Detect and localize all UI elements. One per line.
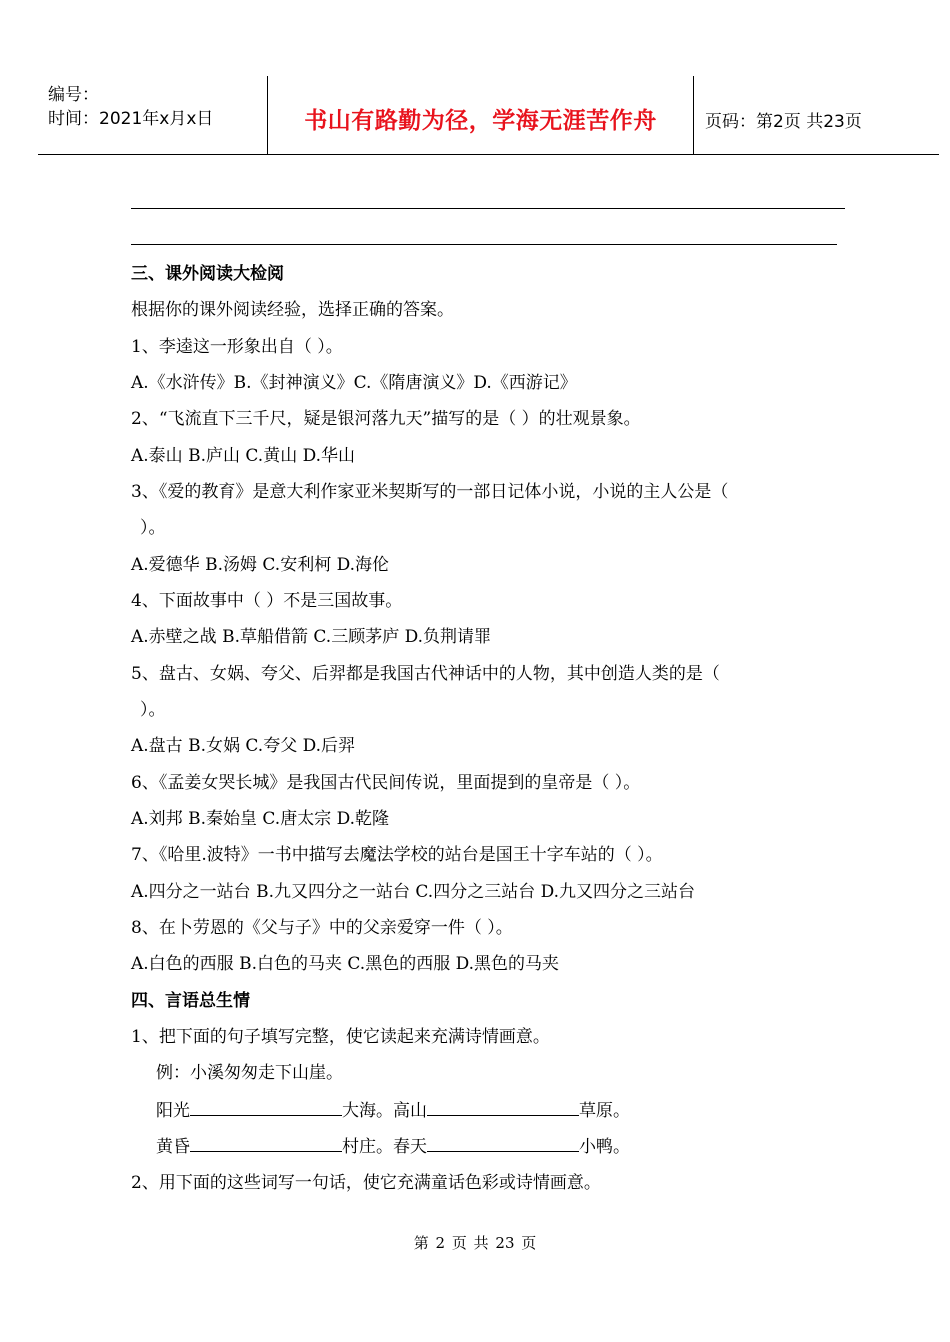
question-end: ）。 [140,518,166,538]
question: 2、用下面的这些词写一句话，使它充满童话色彩或诗情画意。 [131,1173,601,1193]
question: 6、《孟姜女哭长城》是我国古代民间传说，里面提到的皇帝是（ ）。 [131,773,641,793]
question: 7、《哈里.波特》一书中描写去魔法学校的站台是国王十字车站的（ ）。 [131,845,663,865]
fill-row [156,1099,630,1122]
options: A.刘邦 B.秦始皇 C.唐太宗 D.乾隆 [131,809,390,829]
footer-text: 共 [473,1234,489,1252]
footer-total-pages: 23 [495,1234,515,1252]
question: 8、在卜劳恩的《父与子》中的父亲爱穿一件（ ）。 [131,918,513,938]
fill-blank[interactable] [190,1135,342,1152]
question: 4、下面故事中（ ）不是三国故事。 [131,591,403,611]
header-page-info: 页码：第2页 共23页 [705,112,862,132]
options: A.白色的西服 B.白色的马夹 C.黑色的西服 D.黑色的马夹 [131,954,560,974]
page-footer [0,1232,950,1253]
footer-text: 第 [413,1234,429,1252]
question-end: ）。 [140,700,166,720]
options: A.爱德华 B.汤姆 C.安利柯 D.海伦 [131,555,390,575]
options: A.盘古 B.女娲 C.夸父 D.后羿 [131,736,356,756]
fill-blank[interactable] [190,1099,342,1116]
fill-blank[interactable] [427,1099,579,1116]
section-title: 四、言语总生情 [131,991,250,1011]
options: A.四分之一站台 B.九又四分之一站台 C.四分之三站台 D.九又四分之三站台 [131,882,696,902]
answer-line [131,208,845,209]
instruction: 根据你的课外阅读经验，选择正确的答案。 [131,300,454,320]
fill-text: 阳光 [156,1101,190,1121]
question: 1、李逵这一形象出自（ ）。 [131,337,343,357]
fill-row [156,1135,630,1158]
header-divider [693,76,694,154]
options: A.《水浒传》B.《封神演义》C.《隋唐演义》D.《西游记》 [131,373,577,393]
question: 2、“飞流直下三千尺，疑是银河落九天”描写的是（ ）的壮观景象。 [131,409,641,429]
section-title: 三、课外阅读大检阅 [131,264,284,284]
footer-text: 页 [521,1234,537,1252]
fill-text: 大海。高山 [342,1101,427,1121]
question: 1、把下面的句子填写完整，使它读起来充满诗情画意。 [131,1027,550,1047]
fill-text: 黄昏 [156,1137,190,1157]
time-label: 时间：2021年x月x日 [48,109,214,129]
example: 例：小溪匆匆走下山崖。 [156,1063,343,1083]
fill-text: 小鸭。 [579,1137,630,1157]
question: 3、《爱的教育》是意大利作家亚米契斯写的一部日记体小说，小说的主人公是（ [131,482,729,502]
question: 5、盘古、女娲、夸父、后羿都是我国古代神话中的人物，其中创造人类的是（ [131,664,720,684]
number-label: 编号： [48,85,99,105]
header-motto: 书山有路勤为径，学海无涯苦作舟 [304,107,657,134]
footer-text: 页 [451,1234,467,1252]
fill-blank[interactable] [427,1135,579,1152]
fill-text: 草原。 [579,1101,630,1121]
options: A.赤壁之战 B.草船借箭 C.三顾茅庐 D.负荆请罪 [131,627,492,647]
page-header [38,76,939,155]
answer-line [131,244,837,245]
options: A.泰山 B.庐山 C.黄山 D.华山 [131,446,356,466]
fill-text: 村庄。春天 [342,1137,427,1157]
footer-page-number: 2 [435,1234,446,1252]
